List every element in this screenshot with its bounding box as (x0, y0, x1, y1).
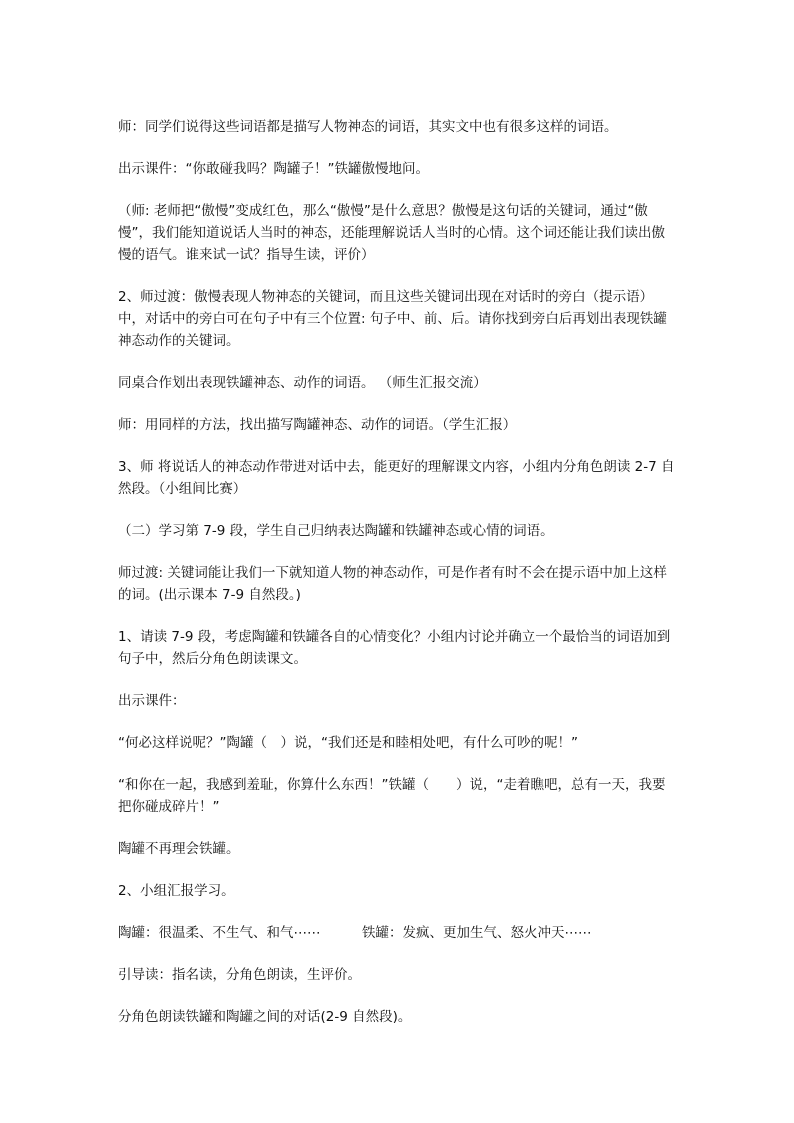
paragraph-teacher-intro: 师：同学们说得这些词语都是描写人物神态的词语，其实文中也有很多这样的词语。 (118, 119, 618, 135)
paragraph-show-courseware: 出示课件：“你敢碰我吗？陶罐子！”铁罐傲慢地问。 (118, 161, 429, 177)
paragraph-iron-quote: “和你在一起，我感到羞耻，你算什么东西！”铁罐（ ）说，“走着瞧吧，总有一天，我要把你碰成碎片！” (118, 777, 666, 815)
paragraph-guided-reading: 引导读：指名读，分角色朗读，生评价。 (118, 967, 361, 983)
paragraph-keyword-transition: 师过渡: 关键词能让我们一下就知道人物的神态动作，可是作者有时不会在提示语中加上这样的词。(出示课本 7-9 自然段。) (118, 565, 667, 603)
iron-words: 铁罐：发疯、更加生气、怒火冲天⋯⋯ (362, 925, 592, 941)
paragraph-step-2: 2、小组汇报学习。 (118, 883, 235, 899)
paragraph-step-1: 1、请读 7-9 段，考虑陶罐和铁罐各自的心情变化？小组内讨论并确立一个最恰当的词语加到句子中，然后分角色朗读课文。 (118, 629, 671, 667)
paragraph-section-two: （二）学习第 7-9 段，学生自己归纳表达陶罐和铁罐神态或心情的词语。 (118, 523, 554, 539)
paragraph-deskmate-work: 同桌合作划出表现铁罐神态、动作的词语。 （师生汇报交流） (118, 375, 487, 391)
paragraph-comparison (118, 922, 678, 944)
document-body (118, 116, 678, 1048)
paragraph-arrogant-explain: （师: 老师把“傲慢”变成红色，那么“傲慢”是什么意思？傲慢是这句话的关键词，通过“傲慢”，我们能知道说话人当时的神态，还能理解说话人当时的心情。这个词还能让我们读出傲慢的语气。谁来试一试？指导生读，评价） (118, 203, 665, 263)
pottery-words: 陶罐：很温柔、不生气、和气⋯⋯ (118, 925, 321, 941)
paragraph-show-courseware-2: 出示课件： (118, 693, 186, 709)
paragraph-transition-2: 2、师过渡：傲慢表现人物神态的关键词，而且这些关键词出现在对话时的旁白（提示语）中，对话中的旁白可在句子中有三个位置: 句子中、前、后。请你找到旁白后再划出表现铁罐神态动作的关键词。 (118, 289, 667, 349)
paragraph-pottery-quote: “何必这样说呢？”陶罐（ ）说，“我们还是和睦相处吧，有什么可吵的呢！” (118, 735, 578, 751)
paragraph-role-reading: 分角色朗读铁罐和陶罐之间的对话(2-9 自然段)。 (118, 1009, 412, 1025)
paragraph-ignore: 陶罐不再理会铁罐。 (118, 841, 240, 857)
paragraph-same-method: 师：用同样的方法，找出描写陶罐神态、动作的词语。（学生汇报） (118, 417, 517, 433)
paragraph-step-3: 3、师 将说话人的神态动作带进对话中去，能更好的理解课文内容，小组内分角色朗读 2-7 自然段。（小组间比赛） (118, 459, 675, 497)
